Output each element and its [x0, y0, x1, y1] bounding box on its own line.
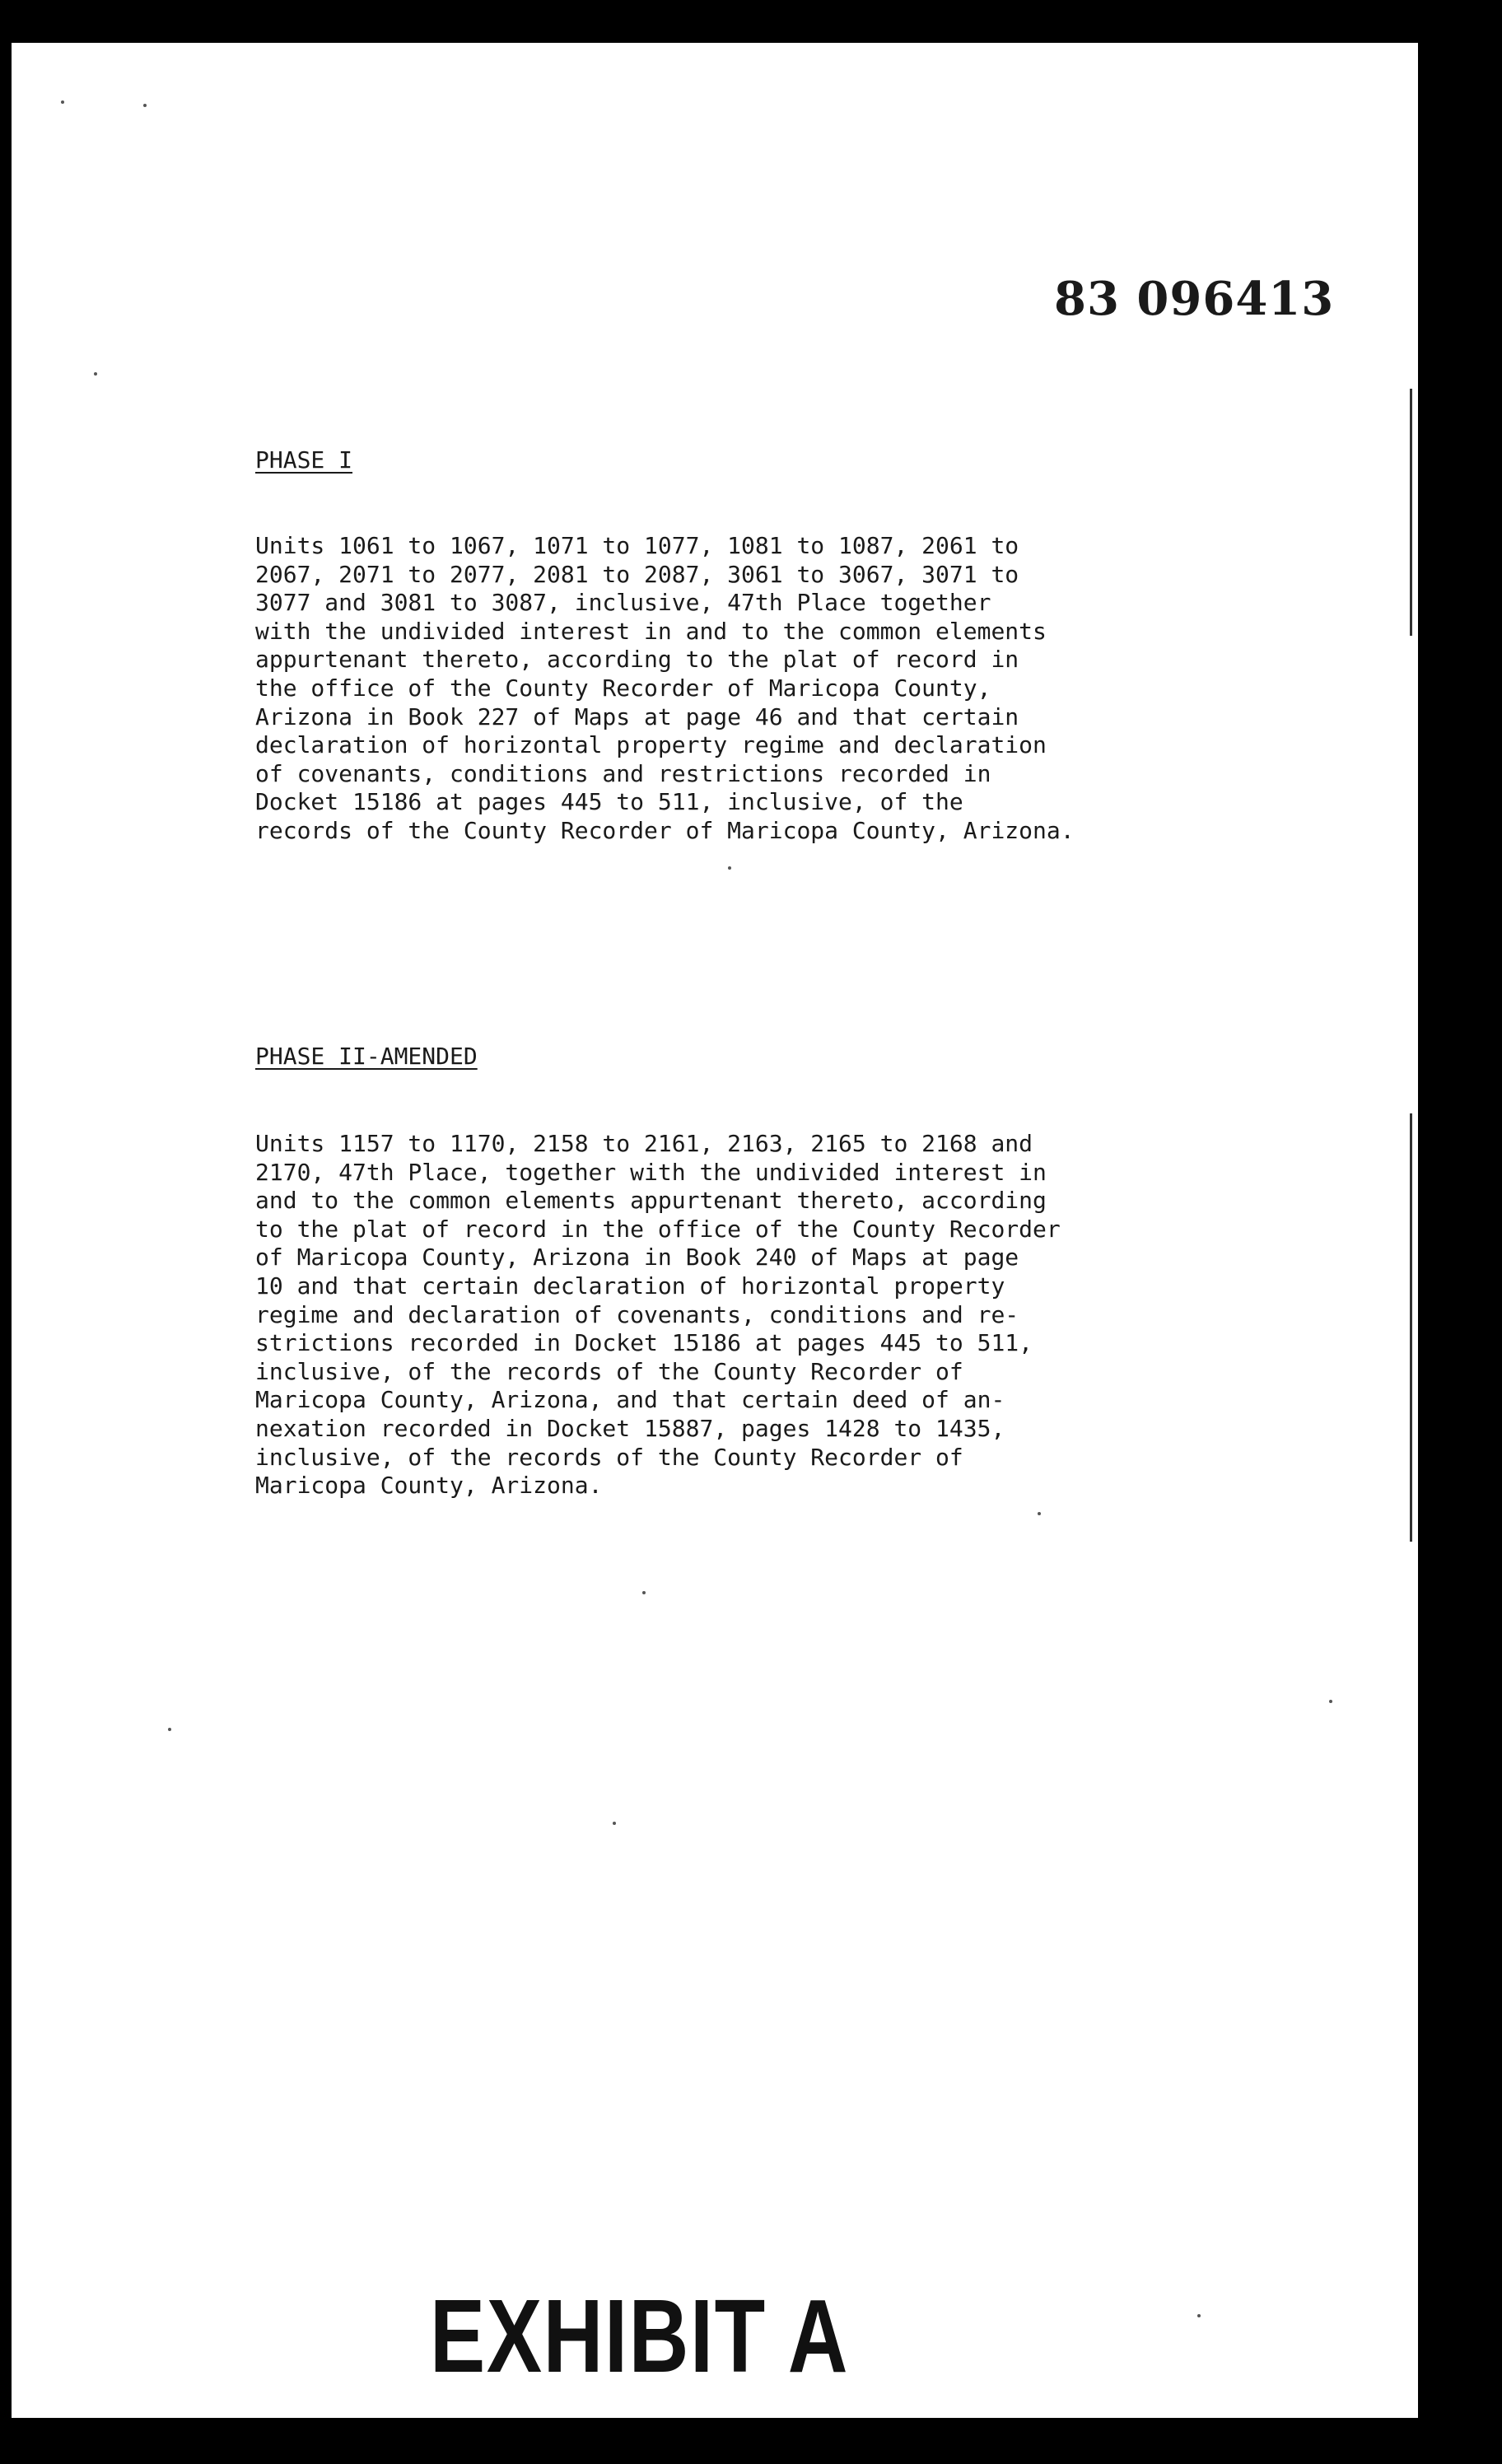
- paragraph-line: Units 1061 to 1067, 1071 to 1077, 1081 to 1087, 2061 to: [255, 532, 1019, 559]
- paragraph-line: the office of the County Recorder of Maricopa County,: [255, 674, 991, 702]
- paragraph-line: records of the County Recorder of Maricopa County, Arizona.: [255, 816, 1075, 844]
- phase-1-paragraph: [255, 532, 1359, 846]
- paragraph-line: strictions recorded in Docket 15186 at pages 445 to 511,: [255, 1329, 1033, 1357]
- paragraph-line: 2067, 2071 to 2077, 2081 to 2087, 3061 to 3067, 3071 to: [255, 560, 1019, 588]
- paragraph-line: 10 and that certain declaration of horizontal property: [255, 1272, 1005, 1300]
- scan-speck: [642, 1591, 646, 1594]
- scan-speck: [1329, 1700, 1332, 1703]
- paragraph-line: Maricopa County, Arizona, and that certain deed of an-: [255, 1386, 1005, 1414]
- paragraph-line: inclusive, of the records of the County Recorder of: [255, 1443, 963, 1471]
- paragraph-line: Maricopa County, Arizona.: [255, 1472, 603, 1500]
- scan-speck: [168, 1728, 171, 1731]
- exhibit-stamp: EXHIBIT A: [430, 2278, 850, 2394]
- phase-2-heading: PHASE II-AMENDED: [255, 1043, 478, 1070]
- document-page: [12, 43, 1418, 2418]
- scan-speck: [61, 100, 64, 104]
- paragraph-line: declaration of horizontal property regime and declaration: [255, 731, 1047, 759]
- document-number: 83 096413: [1054, 272, 1335, 326]
- paragraph-line: 2170, 47th Place, together with the undivided interest in: [255, 1158, 1047, 1186]
- scan-speck: [728, 866, 731, 870]
- paragraph-line: Docket 15186 at pages 445 to 511, inclusive, of the: [255, 788, 963, 816]
- scan-mark: [1033, 43, 1098, 45]
- scan-speck: [1038, 1512, 1041, 1515]
- paragraph-line: with the undivided interest in and to the common elements: [255, 617, 1047, 645]
- paragraph-line: regime and declaration of covenants, conditions and re-: [255, 1300, 1019, 1328]
- paragraph-line: Arizona in Book 227 of Maps at page 46 and that certain: [255, 702, 1019, 730]
- paragraph-line: Units 1157 to 1170, 2158 to 2161, 2163, 2165 to 2168 and: [255, 1130, 1033, 1157]
- scan-edge: [1418, 43, 1502, 2418]
- paragraph-line: of Maricopa County, Arizona in Book 240 of Maps at page: [255, 1244, 1019, 1272]
- scan-speck: [1197, 2314, 1201, 2317]
- paragraph-line: appurtenant thereto, according to the plat of record in: [255, 646, 1019, 674]
- scan-speck: [143, 104, 147, 107]
- paragraph-line: inclusive, of the records of the County Recorder of: [255, 1357, 963, 1385]
- scan-speck: [613, 1822, 616, 1825]
- scan-margin-line: [1410, 389, 1412, 636]
- phase-1-heading: PHASE I: [255, 446, 353, 474]
- paragraph-line: of covenants, conditions and restrictions recorded in: [255, 759, 991, 787]
- paragraph-line: 3077 and 3081 to 3087, inclusive, 47th Place together: [255, 589, 991, 617]
- paragraph-line: and to the common elements appurtenant thereto, according: [255, 1187, 1047, 1215]
- paragraph-line: to the plat of record in the office of the County Recorder: [255, 1215, 1061, 1243]
- scan-margin-line: [1410, 1113, 1412, 1542]
- paragraph-line: nexation recorded in Docket 15887, pages 1428 to 1435,: [255, 1414, 1005, 1442]
- scan-speck: [94, 372, 97, 376]
- phase-2-paragraph: [255, 1130, 1359, 1500]
